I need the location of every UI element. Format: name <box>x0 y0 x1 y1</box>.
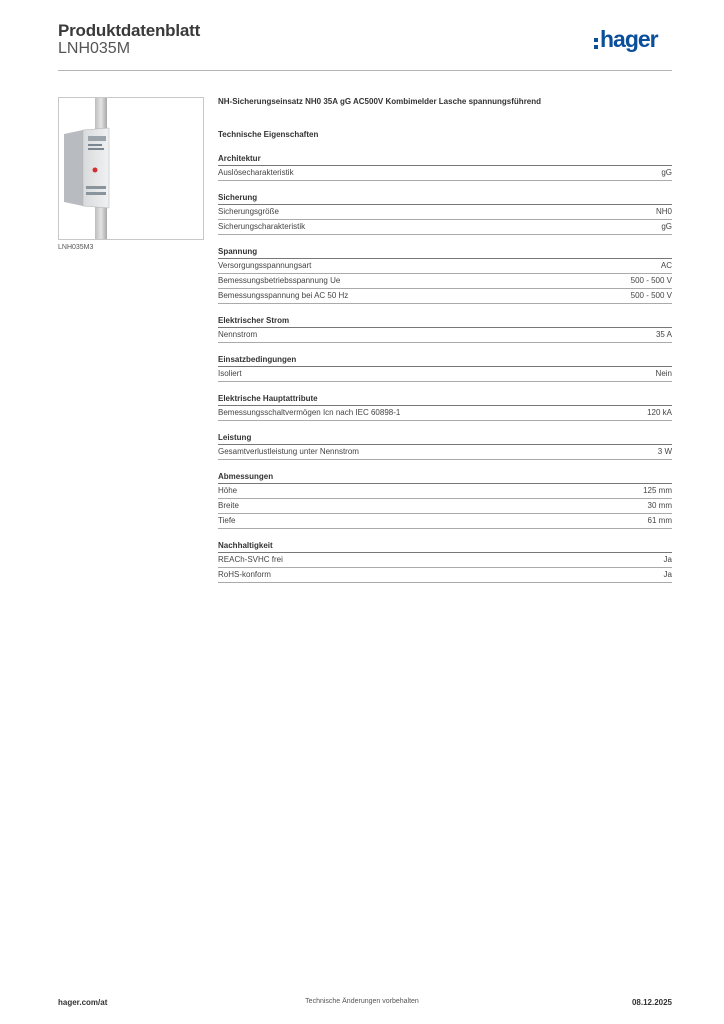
property-label: REACh-SVHC frei <box>218 555 283 564</box>
section-title: Abmessungen <box>218 471 672 484</box>
property-value: 61 mm <box>647 516 672 525</box>
property-label: Höhe <box>218 486 238 495</box>
property-value: 500 - 500 V <box>630 276 672 285</box>
property-value: AC <box>660 261 672 270</box>
property-label: Nennstrom <box>218 330 258 339</box>
property-row <box>218 445 672 460</box>
property-value: gG <box>661 222 672 231</box>
property-label: Bemessungsspannung bei AC 50 Hz <box>218 291 349 300</box>
property-row <box>218 514 672 529</box>
property-label: Breite <box>218 501 239 510</box>
properties-list <box>218 153 672 583</box>
image-caption: LNH035M3 <box>58 244 94 251</box>
footer-website: hager.com/at <box>58 998 108 1007</box>
product-details <box>218 95 672 583</box>
page-title: Produktdatenblatt <box>58 21 201 40</box>
section-title: Architektur <box>218 153 672 166</box>
product-description: NH-Sicherungseinsatz NH0 35A gG AC500V Kombimelder Lasche spannungsführend <box>218 97 542 106</box>
property-row <box>218 406 672 421</box>
properties-heading: Technische Eigenschaften <box>218 130 319 139</box>
property-value: 125 mm <box>643 486 672 495</box>
property-row <box>218 274 672 289</box>
property-value: 3 W <box>657 447 672 456</box>
property-section <box>218 354 672 382</box>
property-value: 120 kA <box>647 408 672 417</box>
property-label: Auslösecharakteristik <box>218 168 294 177</box>
property-row <box>218 484 672 499</box>
property-row <box>218 553 672 568</box>
property-row <box>218 220 672 235</box>
property-section <box>218 393 672 421</box>
product-image <box>58 97 204 240</box>
property-row <box>218 289 672 304</box>
property-value: Ja <box>663 570 672 579</box>
property-section <box>218 315 672 343</box>
property-value: 30 mm <box>647 501 672 510</box>
property-row <box>218 499 672 514</box>
property-section <box>218 432 672 460</box>
footer-disclaimer: Technische Änderungen vorbehalten <box>305 998 419 1005</box>
logo-dots-icon <box>594 38 598 52</box>
property-value: 500 - 500 V <box>630 291 672 300</box>
property-row <box>218 166 672 181</box>
logo-text: hager <box>600 26 658 52</box>
property-row <box>218 205 672 220</box>
property-value: 35 A <box>655 330 672 339</box>
section-title: Nachhaltigkeit <box>218 540 672 553</box>
property-label: RoHS-konform <box>218 570 271 579</box>
property-value: gG <box>661 168 672 177</box>
product-code: LNH035M <box>58 40 131 57</box>
property-label: Sicherungscharakteristik <box>218 222 306 231</box>
hager-logo <box>594 28 674 58</box>
property-row <box>218 328 672 343</box>
property-label: Sicherungsgröße <box>218 207 279 216</box>
fuse-illustration-icon <box>59 98 204 240</box>
section-title: Spannung <box>218 246 672 259</box>
header-divider <box>58 70 672 71</box>
property-value: Ja <box>663 555 672 564</box>
property-value: NH0 <box>655 207 672 216</box>
property-label: Isoliert <box>218 369 242 378</box>
property-label: Versorgungsspannungsart <box>218 261 312 270</box>
section-title: Elektrischer Strom <box>218 315 672 328</box>
property-row <box>218 568 672 583</box>
section-title: Einsatzbedingungen <box>218 354 672 367</box>
footer-date: 08.12.2025 <box>631 998 672 1007</box>
section-title: Elektrische Hauptattribute <box>218 393 672 406</box>
property-label: Bemessungsschaltvermögen Icn nach IEC 60898-1 <box>218 408 401 417</box>
property-section <box>218 471 672 529</box>
property-section <box>218 153 672 181</box>
property-label: Gesamtverlustleistung unter Nennstrom <box>218 447 359 456</box>
property-section <box>218 192 672 235</box>
section-title: Sicherung <box>218 192 672 205</box>
property-section <box>218 246 672 304</box>
property-row <box>218 259 672 274</box>
property-row <box>218 367 672 382</box>
property-section <box>218 540 672 583</box>
section-title: Leistung <box>218 432 672 445</box>
property-label: Bemessungsbetriebsspannung Ue <box>218 276 341 285</box>
property-label: Tiefe <box>218 516 236 525</box>
property-value: Nein <box>655 369 672 378</box>
